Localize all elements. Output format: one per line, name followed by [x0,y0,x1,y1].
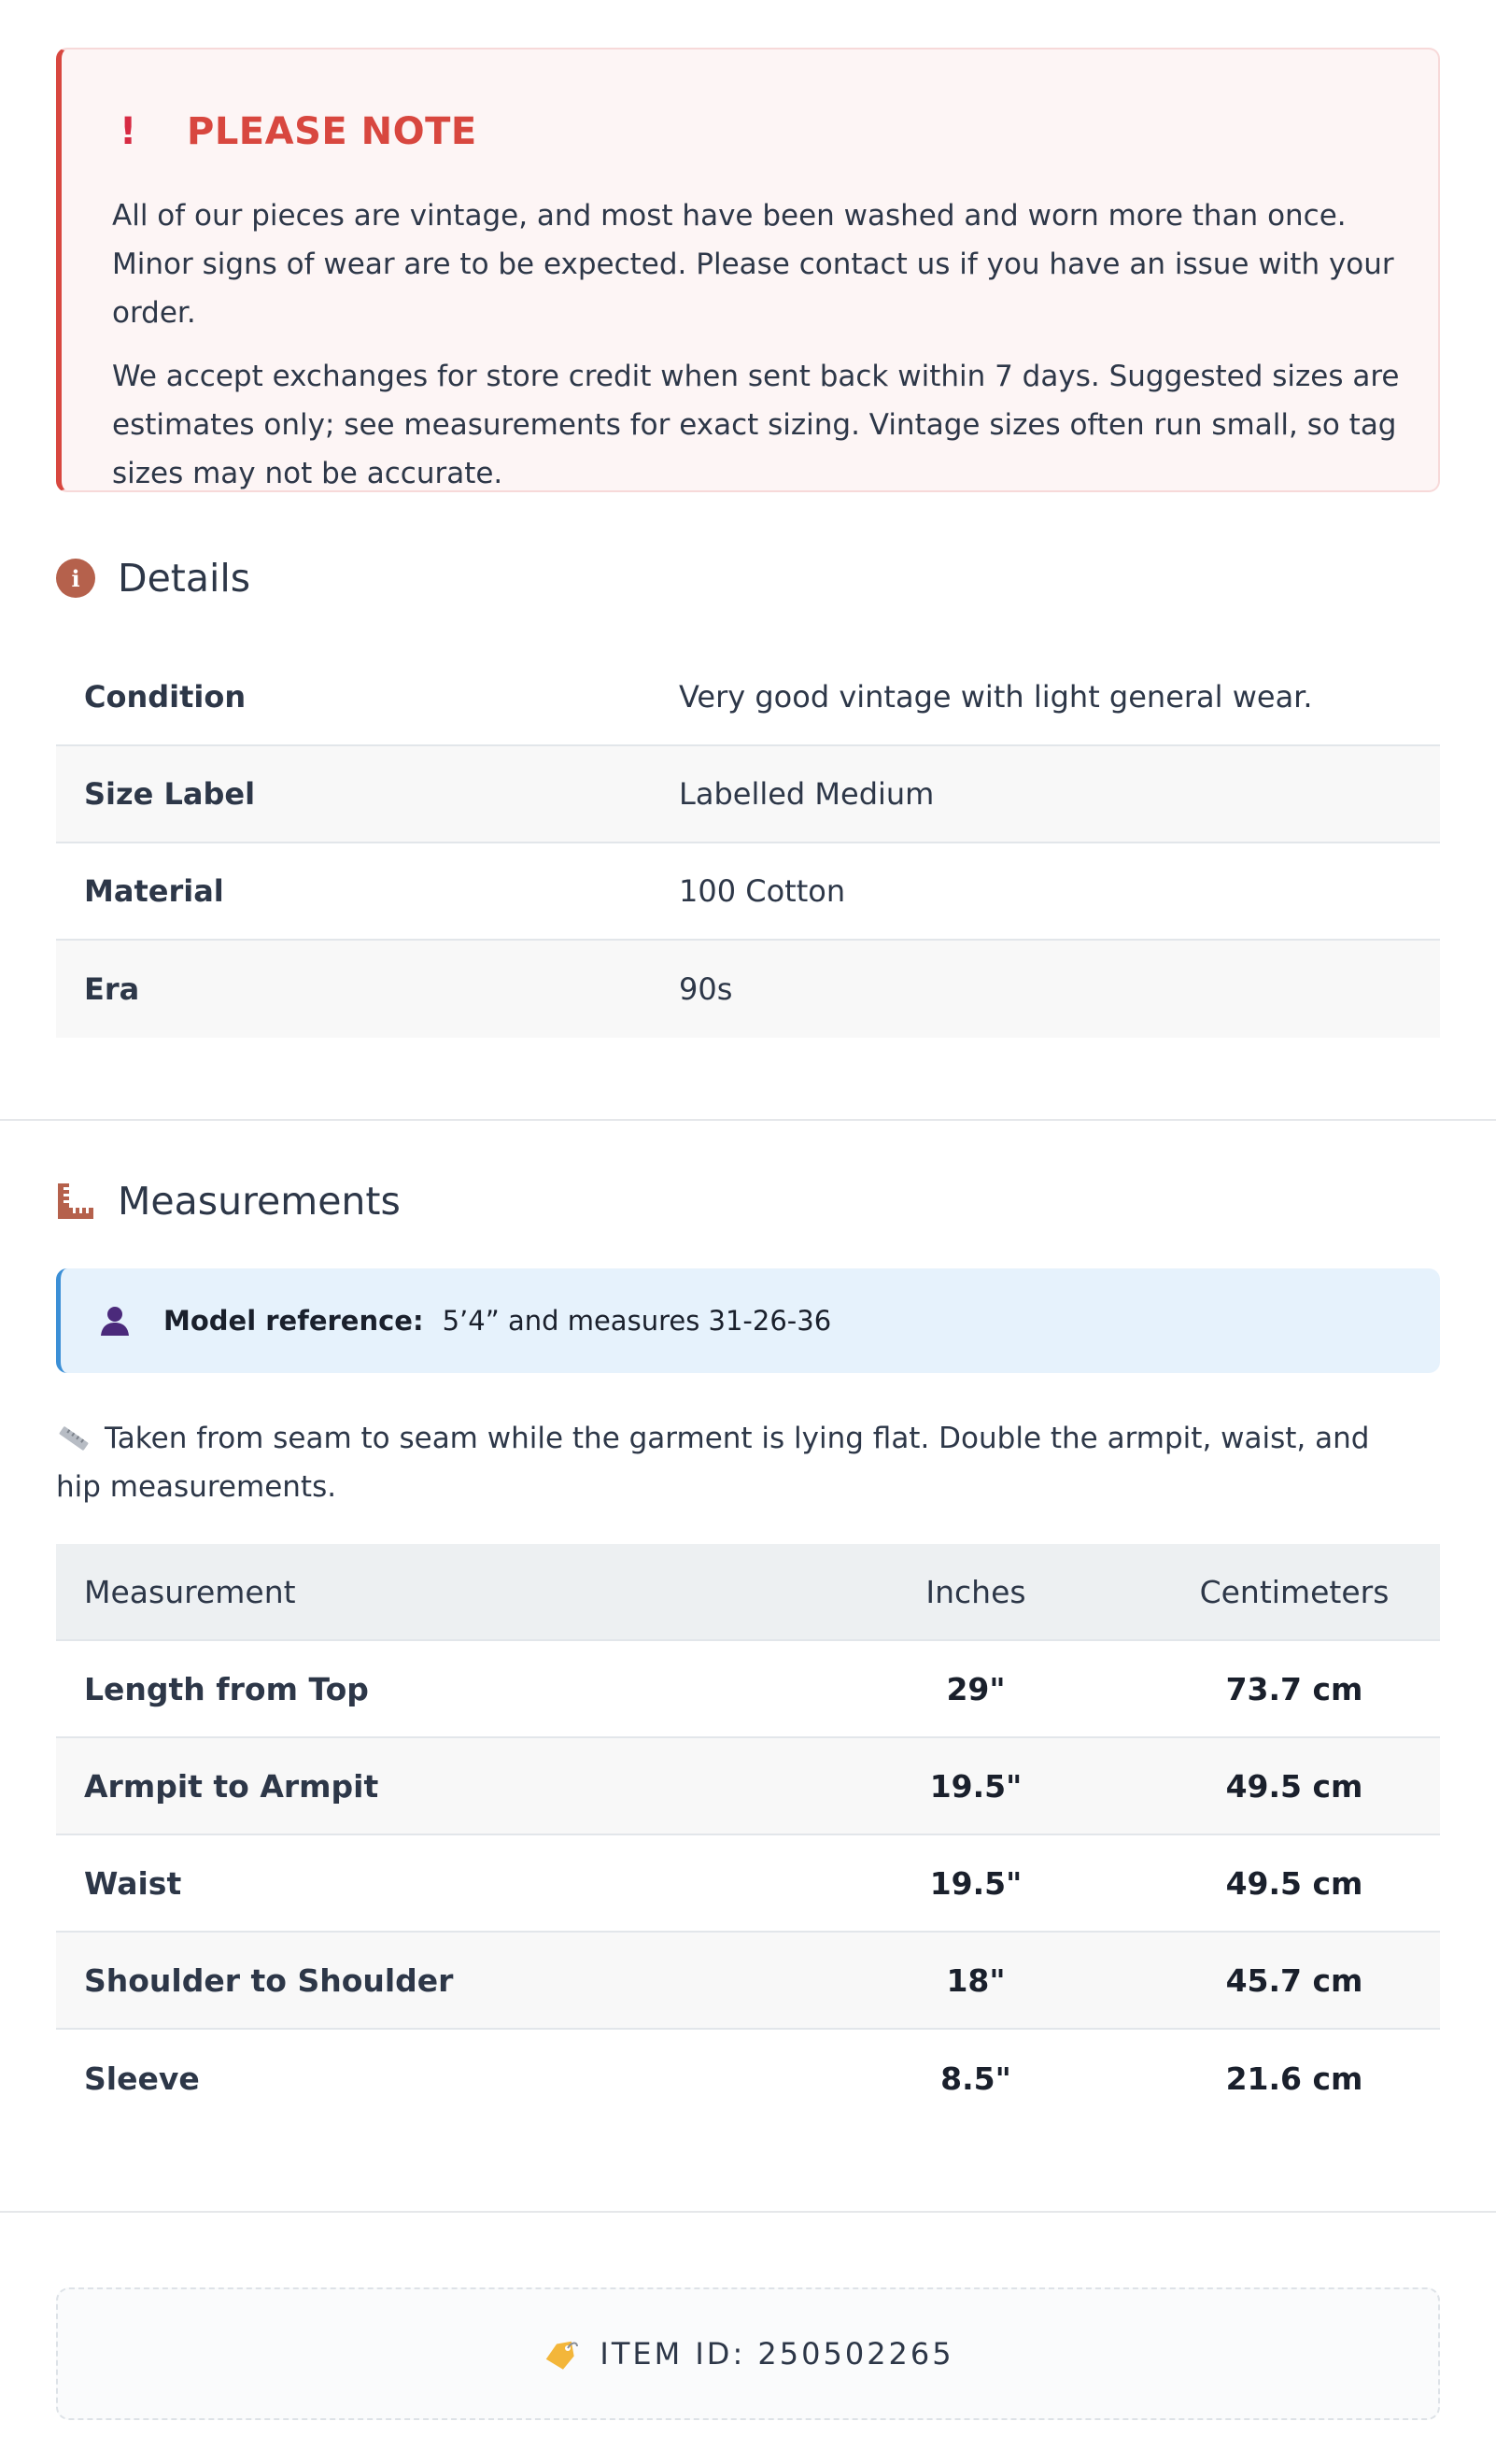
details-table [56,649,1440,1038]
measurement-note [56,1414,1401,1511]
table-row [56,843,1440,941]
table-row [56,1933,1440,2030]
table-header-row [56,1544,1440,1641]
detail-label: Condition [84,679,247,715]
measurement-name: Sleeve [84,2060,200,2097]
notice-title: PLEASE NOTE [187,110,477,153]
model-reference-label: Model reference: [163,1305,424,1337]
detail-value: 100 Cotton [679,873,846,909]
column-header: Inches [925,1573,1026,1610]
measurements-title: Measurements [118,1179,401,1224]
item-id-label: ITEM ID: 250502265 [600,2336,954,2372]
measurement-inches: 8.5" [940,2060,1011,2097]
detail-value: Very good vintage with light general wear. [679,679,1313,715]
measurement-note-text: Taken from seam to seam while the garment is lying flat. Double the armpit, waist, and hip measurements. [56,1422,1370,1504]
table-row [56,2030,1440,2127]
measurement-cm: 21.6 cm [1225,2060,1363,2097]
item-id-box [56,2287,1440,2420]
notice-paragraph: All of our pieces are vintage, and most have been washed and worn more than once. Minor signs of wear are to be expected. Please contact us if you have an issue with your order. [112,199,1394,330]
details-header [56,552,250,604]
measurement-cm: 73.7 cm [1225,1670,1363,1707]
column-header: Centimeters [1199,1573,1390,1610]
table-row [56,649,1440,746]
exclamation-icon: ! [120,110,137,153]
notice-paragraph: We accept exchanges for store credit when sent back within 7 days. Suggested sizes are estimates only; see measurements for exact sizing. Vintage sizes often run small, so tag sizes may not be accurate. [112,360,1400,490]
section-divider [0,1119,1496,1121]
measurement-cm: 45.7 cm [1225,1961,1363,1999]
notice-box [56,48,1440,492]
info-icon: i [56,559,95,598]
detail-label: Material [84,873,224,909]
measurement-cm: 49.5 cm [1225,1767,1363,1805]
detail-label: Size Label [84,776,256,812]
measurement-name: Armpit to Armpit [84,1767,379,1805]
section-divider [0,2211,1496,2213]
table-row [56,1738,1440,1835]
table-row [56,941,1440,1038]
model-reference-value: 5’4” and measures 31-26-36 [442,1305,832,1337]
notice-header [120,106,477,158]
detail-value: Labelled Medium [679,776,935,812]
measurement-cm: 49.5 cm [1225,1864,1363,1902]
measurement-inches: 19.5" [929,1864,1023,1902]
table-row [56,1641,1440,1738]
detail-label: Era [84,971,140,1007]
measurements-table [56,1544,1440,2127]
measurement-inches: 29" [946,1670,1006,1707]
measurements-header [56,1175,401,1227]
details-title: Details [118,556,251,601]
table-row [56,746,1440,843]
measurement-inches: 18" [946,1961,1006,1999]
measurement-name: Length from Top [84,1670,369,1707]
measurement-name: Waist [84,1864,182,1902]
person-icon [98,1304,132,1338]
ruler-icon [56,1182,95,1221]
table-row [56,1835,1440,1933]
model-reference [56,1268,1440,1373]
column-header: Measurement [84,1573,296,1610]
detail-value: 90s [679,971,733,1007]
measurement-inches: 19.5" [929,1767,1023,1805]
tag-icon [542,2338,579,2370]
ruler-emoji-icon [56,1417,92,1441]
measurement-name: Shoulder to Shoulder [84,1961,454,1999]
